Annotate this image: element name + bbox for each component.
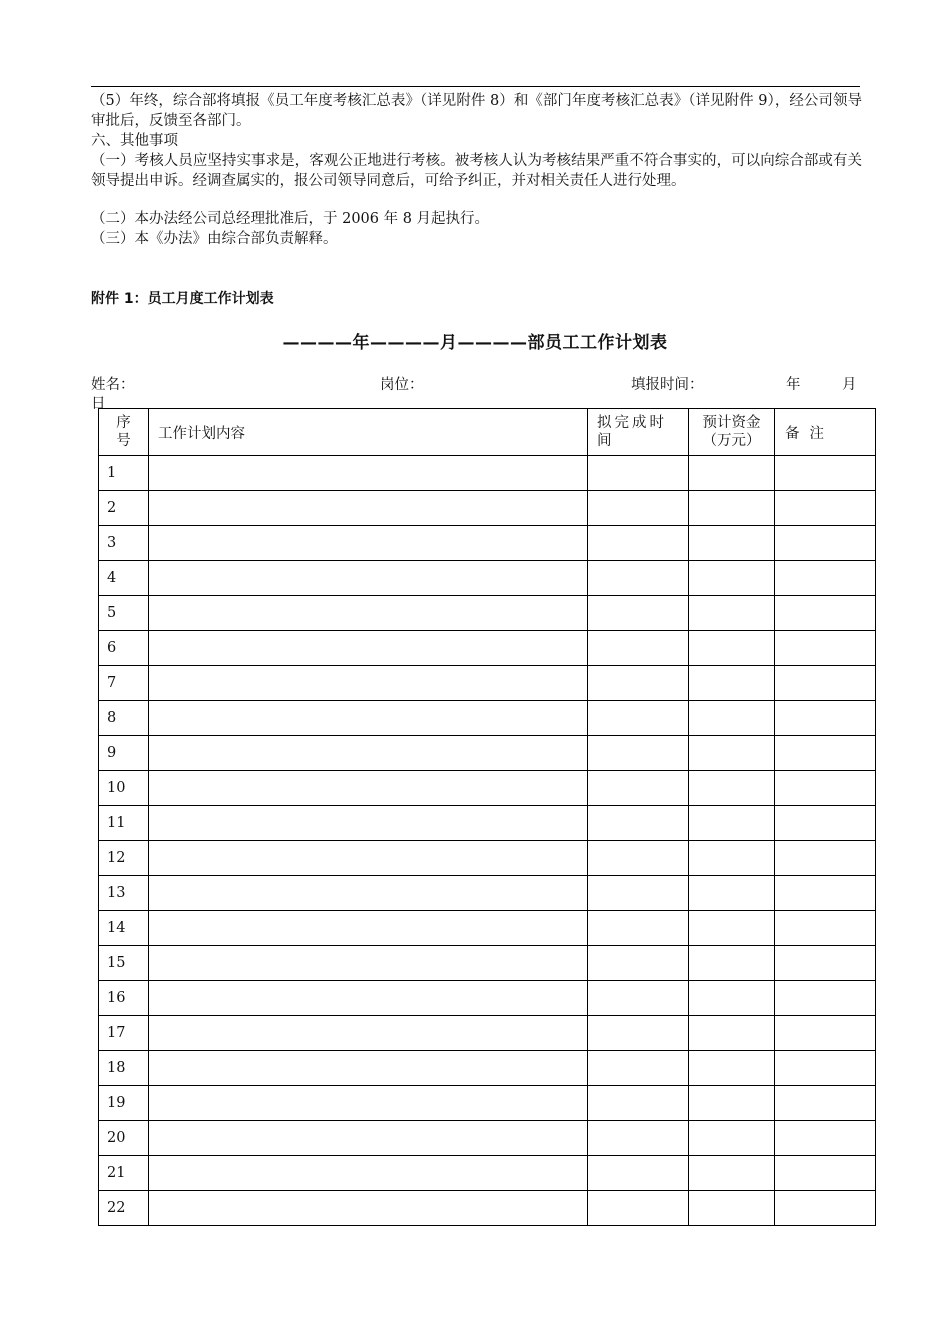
note-cell[interactable] — [775, 841, 876, 876]
estimated-fund-cell[interactable] — [689, 1086, 775, 1121]
content-cell[interactable] — [149, 841, 588, 876]
content-cell[interactable] — [149, 771, 588, 806]
row-number: 15 — [99, 946, 149, 981]
row-number: 5 — [99, 596, 149, 631]
content-cell[interactable] — [149, 736, 588, 771]
estimated-fund-cell[interactable] — [689, 456, 775, 491]
table-row — [99, 1121, 876, 1156]
content-cell[interactable] — [149, 876, 588, 911]
row-number: 18 — [99, 1051, 149, 1086]
completion-time-cell[interactable] — [588, 596, 689, 631]
content-cell[interactable] — [149, 806, 588, 841]
row-number: 19 — [99, 1086, 149, 1121]
estimated-fund-cell[interactable] — [689, 1121, 775, 1156]
table-row — [99, 631, 876, 666]
table-row — [99, 526, 876, 561]
estimated-fund-cell[interactable] — [689, 911, 775, 946]
content-cell[interactable] — [149, 1191, 588, 1226]
note-cell[interactable] — [775, 806, 876, 841]
header-completion-time — [588, 409, 689, 456]
row-number: 8 — [99, 701, 149, 736]
section-heading-other-matters: 六、其他事项 — [91, 133, 178, 149]
estimated-fund-cell[interactable] — [689, 561, 775, 596]
completion-time-cell[interactable] — [588, 456, 689, 491]
completion-time-cell[interactable] — [588, 666, 689, 701]
day-label: 日 — [91, 396, 106, 412]
top-rule — [91, 86, 860, 87]
header-fund-line1: 预计资金 — [702, 415, 761, 431]
completion-time-cell[interactable] — [588, 911, 689, 946]
table-row — [99, 596, 876, 631]
table-row — [99, 981, 876, 1016]
row-number: 16 — [99, 981, 149, 1016]
table-row — [99, 701, 876, 736]
header-estimated-fund — [689, 409, 775, 456]
row-number: 12 — [99, 841, 149, 876]
table-row — [99, 876, 876, 911]
completion-time-cell[interactable] — [588, 736, 689, 771]
table-row — [99, 841, 876, 876]
estimated-fund-cell[interactable] — [689, 631, 775, 666]
attachment-title: 附件 1：员工月度工作计划表 — [91, 291, 274, 307]
note-cell[interactable] — [775, 701, 876, 736]
completion-time-cell[interactable] — [588, 771, 689, 806]
row-number: 13 — [99, 876, 149, 911]
header-fund-line2: （万元） — [702, 433, 761, 449]
post-label: 岗位： — [380, 377, 424, 393]
estimated-fund-cell[interactable] — [689, 1051, 775, 1086]
estimated-fund-cell[interactable] — [689, 981, 775, 1016]
table-row — [99, 911, 876, 946]
note-cell[interactable] — [775, 771, 876, 806]
row-number: 20 — [99, 1121, 149, 1156]
estimated-fund-cell[interactable] — [689, 806, 775, 841]
content-cell[interactable] — [149, 981, 588, 1016]
completion-time-cell[interactable] — [588, 561, 689, 596]
estimated-fund-cell[interactable] — [689, 876, 775, 911]
table-row — [99, 491, 876, 526]
estimated-fund-cell[interactable] — [689, 666, 775, 701]
table-header-row — [99, 409, 876, 456]
note-cell[interactable] — [775, 526, 876, 561]
table-row — [99, 1086, 876, 1121]
table-row — [99, 666, 876, 701]
content-cell[interactable] — [149, 666, 588, 701]
completion-time-cell[interactable] — [588, 491, 689, 526]
content-cell[interactable] — [149, 1051, 588, 1086]
paragraph-effective-date: （二）本办法经公司总经理批准后，于 2006 年 8 月起执行。 — [91, 211, 490, 227]
row-number: 1 — [99, 456, 149, 491]
content-cell[interactable] — [149, 1016, 588, 1051]
completion-time-cell[interactable] — [588, 1191, 689, 1226]
header-seq-line1: 序 — [116, 415, 131, 431]
content-cell[interactable] — [149, 1121, 588, 1156]
paragraph-appeal: （一）考核人员应坚持实事求是，客观公正地进行考核。被考核人认为考核结果严重不符合事实的，可以向综合部或有关领导提出申诉。经调查属实的，报公司领导同意后，可给予纠正，并对相关责任人进行处理。 — [91, 153, 862, 189]
completion-time-cell[interactable] — [588, 841, 689, 876]
fill-date-label: 填报时间： — [631, 377, 704, 393]
content-cell[interactable] — [149, 596, 588, 631]
completion-time-cell[interactable] — [588, 631, 689, 666]
note-cell[interactable] — [775, 631, 876, 666]
note-cell[interactable] — [775, 981, 876, 1016]
table-row — [99, 1016, 876, 1051]
completion-time-cell[interactable] — [588, 876, 689, 911]
paragraph-interpretation: （三）本《办法》由综合部负责解释。 — [91, 231, 338, 247]
content-cell[interactable] — [149, 561, 588, 596]
header-seq — [99, 409, 149, 456]
completion-time-cell[interactable] — [588, 1051, 689, 1086]
row-number: 14 — [99, 911, 149, 946]
row-number: 9 — [99, 736, 149, 771]
row-number: 11 — [99, 806, 149, 841]
content-cell[interactable] — [149, 456, 588, 491]
estimated-fund-cell[interactable] — [689, 771, 775, 806]
estimated-fund-cell[interactable] — [689, 1191, 775, 1226]
row-number: 10 — [99, 771, 149, 806]
note-cell[interactable] — [775, 491, 876, 526]
table-row — [99, 1051, 876, 1086]
table-row — [99, 806, 876, 841]
note-cell[interactable] — [775, 1121, 876, 1156]
completion-time-cell[interactable] — [588, 1121, 689, 1156]
completion-time-cell[interactable] — [588, 701, 689, 736]
row-number: 17 — [99, 1016, 149, 1051]
completion-time-cell[interactable] — [588, 946, 689, 981]
table-row — [99, 1191, 876, 1226]
estimated-fund-cell[interactable] — [689, 736, 775, 771]
completion-time-cell[interactable] — [588, 1016, 689, 1051]
completion-time-cell[interactable] — [588, 526, 689, 561]
content-cell[interactable] — [149, 631, 588, 666]
estimated-fund-cell[interactable] — [689, 841, 775, 876]
note-cell[interactable] — [775, 1016, 876, 1051]
estimated-fund-cell[interactable] — [689, 701, 775, 736]
content-cell[interactable] — [149, 1156, 588, 1191]
note-cell[interactable] — [775, 1051, 876, 1086]
header-time-line2: 间 — [597, 433, 615, 449]
content-cell[interactable] — [149, 911, 588, 946]
row-number: 7 — [99, 666, 149, 701]
table-row — [99, 946, 876, 981]
completion-time-cell[interactable] — [588, 1086, 689, 1121]
completion-time-cell[interactable] — [588, 806, 689, 841]
table-row — [99, 1156, 876, 1191]
estimated-fund-cell[interactable] — [689, 946, 775, 981]
table-row — [99, 771, 876, 806]
header-note: 备注 — [775, 409, 876, 456]
content-cell[interactable] — [149, 701, 588, 736]
month-label: 月 — [842, 377, 857, 393]
table-row — [99, 456, 876, 491]
content-cell[interactable] — [149, 491, 588, 526]
note-cell[interactable] — [775, 1156, 876, 1191]
estimated-fund-cell[interactable] — [689, 526, 775, 561]
row-number: 2 — [99, 491, 149, 526]
table-row — [99, 561, 876, 596]
content-cell[interactable] — [149, 1086, 588, 1121]
row-number: 22 — [99, 1191, 149, 1226]
row-number: 4 — [99, 561, 149, 596]
row-number: 3 — [99, 526, 149, 561]
note-cell[interactable] — [775, 1086, 876, 1121]
note-cell[interactable] — [775, 456, 876, 491]
note-cell[interactable] — [775, 1191, 876, 1226]
completion-time-cell[interactable] — [588, 981, 689, 1016]
work-plan-table — [98, 408, 876, 1226]
header-time-line1: 拟完成时 — [597, 415, 667, 431]
note-cell[interactable] — [775, 561, 876, 596]
estimated-fund-cell[interactable] — [689, 491, 775, 526]
header-content: 工作计划内容 — [149, 409, 588, 456]
estimated-fund-cell[interactable] — [689, 1156, 775, 1191]
paragraph-year-end-summary: （5）年终，综合部将填报《员工年度考核汇总表》（详见附件 8）和《部门年度考核汇总表》（详见附件 9），经公司领导审批后，反馈至各部门。 — [91, 93, 862, 129]
row-number: 21 — [99, 1156, 149, 1191]
note-cell[interactable] — [775, 876, 876, 911]
content-cell[interactable] — [149, 526, 588, 561]
form-title: ————年————月————部员工工作计划表 — [282, 333, 668, 353]
completion-time-cell[interactable] — [588, 1156, 689, 1191]
row-number: 6 — [99, 631, 149, 666]
note-cell[interactable] — [775, 911, 876, 946]
note-cell[interactable] — [775, 946, 876, 981]
note-cell[interactable] — [775, 666, 876, 701]
note-cell[interactable] — [775, 596, 876, 631]
note-cell[interactable] — [775, 736, 876, 771]
header-seq-line2: 号 — [116, 433, 131, 449]
estimated-fund-cell[interactable] — [689, 1016, 775, 1051]
table-row — [99, 736, 876, 771]
year-label: 年 — [786, 377, 801, 393]
content-cell[interactable] — [149, 946, 588, 981]
name-label: 姓名： — [91, 377, 135, 393]
estimated-fund-cell[interactable] — [689, 596, 775, 631]
